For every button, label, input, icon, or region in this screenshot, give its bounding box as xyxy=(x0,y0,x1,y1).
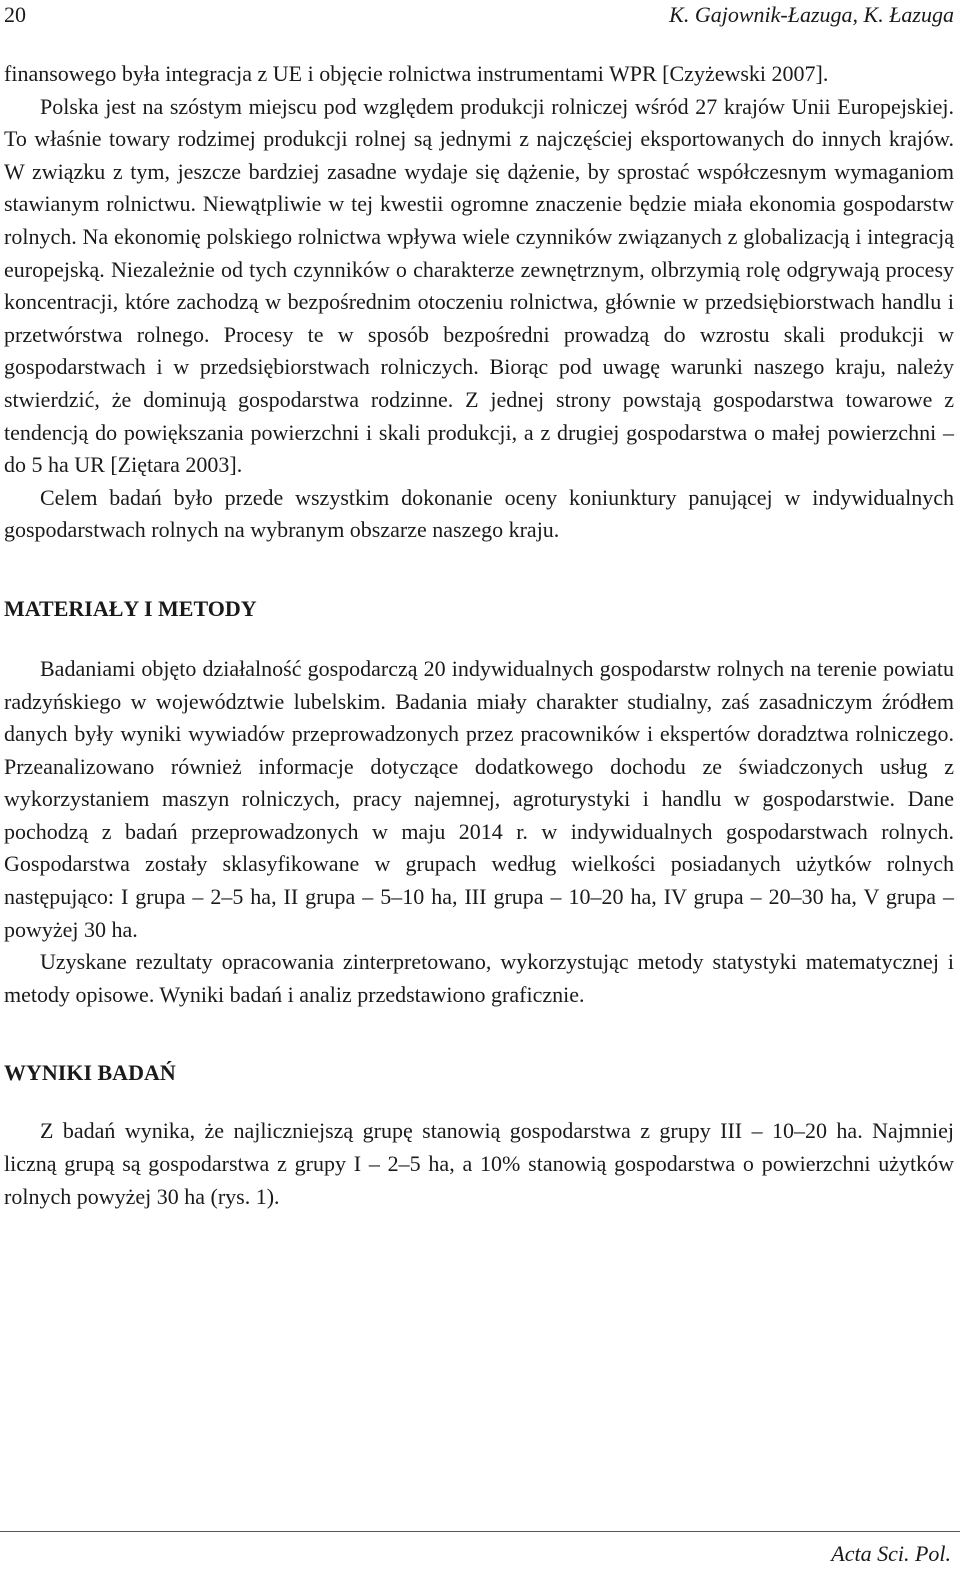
materials-paragraph-scope: Badaniami objęto działalność gospodarczą 20 indywidualnych gospodarstw rolnych na terenie powiatu radzyńskiego w województwie lubelskim. Badania miały charakter studialny, zaś zasadniczym źródłem danych były wyniki wywiadów przeprowadzonych przez pracowników i ekspertów doradztwa rolniczego. Przeanalizowano również informacje dotyczące dodatkowego dochodu ze świadczonych usług z wykorzystaniem maszyn rolniczych, pracy najemnej, agroturystyki i handlu w gospodarstwie. Dane pochodzą z badań przeprowadzonych w maju 2014 r. w indywidualnych gospodarstwach rolnych. Gospodarstwa zostały sklasyfikowane w grupach według wielkości posiadanych użytków rolnych następująco: I grupa – 2–5 ha, II grupa – 5–10 ha, III grupa – 10–20 ha, IV grupa – 20–30 ha, V grupa – powyżej 30 ha. xyxy=(4,655,954,942)
page-number: 20 xyxy=(4,2,26,27)
section-heading-materials: MATERIAŁY I METODY xyxy=(4,595,257,621)
section-heading-results: WYNIKI BADAŃ xyxy=(4,1060,176,1086)
results-paragraph: Z badań wynika, że najliczniejszą grupę stanowią gospodarstwa z grupy III – 10–20 ha. Najmniej liczną grupą są gospodarstwa z grupy I – 2–5 ha, a 10% stanowią gospodarstwa o powierzchni użytków rolnych powyżej 30 ha (rys. 1). xyxy=(4,1118,954,1209)
intro-paragraph-aim: Celem badań było przede wszystkim dokonanie oceny koniunktury panującej w indywidualnych gospodarstwach rolnych na wybranym obszarze naszego kraju. xyxy=(4,484,954,543)
article-body xyxy=(4,58,954,1213)
intro-paragraph-continued: finansowego była integracja z UE i objęcie rolnictwa instrumentami WPR [Czyżewski 2007]. xyxy=(4,61,829,86)
materials-paragraph-methods: Uzyskane rezultaty opracowania zinterpretowano, wykorzystując metody statystyki matematycznej i metody opisowe. Wyniki badań i analiz przedstawiono graficznie. xyxy=(4,949,954,1007)
running-head-authors: K. Gajownik-Łazuga, K. Łazuga xyxy=(669,2,954,27)
footer-journal-name: Acta Sci. Pol. xyxy=(831,1541,951,1566)
intro-paragraph-context: Polska jest na szóstym miejscu pod względem produkcji rolniczej wśród 27 krajów Unii Europejskiej. To właśnie towary rodzimej produkcji rolnej są jednymi z najczęściej eksportowanych do innych krajów. W związku z tym, jeszcze bardziej zasadne wydaje się dążenie, by sprostać współczesnym wymaganiom stawianym rolnictwu. Niewątpliwie w tej kwestii ogromne znaczenie będzie miała ekonomia gospodarstw rolnych. Na ekonomię polskiego rolnictwa wpływa wiele czynników związanych z globalizacją i integracją europejską. Niezależnie od tych czynników o charakterze zewnętrznym, olbrzymią rolę odgrywają procesy koncentracji, które zachodzą w bezpośrednim otoczeniu rolnictwa, głównie w przedsiębiorstwach handlu i przetwórstwa rolnego. Procesy te w sposób bezpośredni prowadzą do wzrostu skali produkcji w gospodarstwach i w przedsiębiorstwach rolniczych. Biorąc pod uwagę warunki naszego kraju, należy stwierdzić, że dominują gospodarstwa rodzinne. Z jednej strony powstają gospodarstwa towarowe z tendencją do powiększania powierzchni i skali produkcji, a z drugiej gospodarstwa o małej powierzchni – do 5 ha UR [Ziętara 2003]. xyxy=(4,93,954,478)
page-header xyxy=(4,0,954,30)
footer-divider xyxy=(0,1531,960,1532)
